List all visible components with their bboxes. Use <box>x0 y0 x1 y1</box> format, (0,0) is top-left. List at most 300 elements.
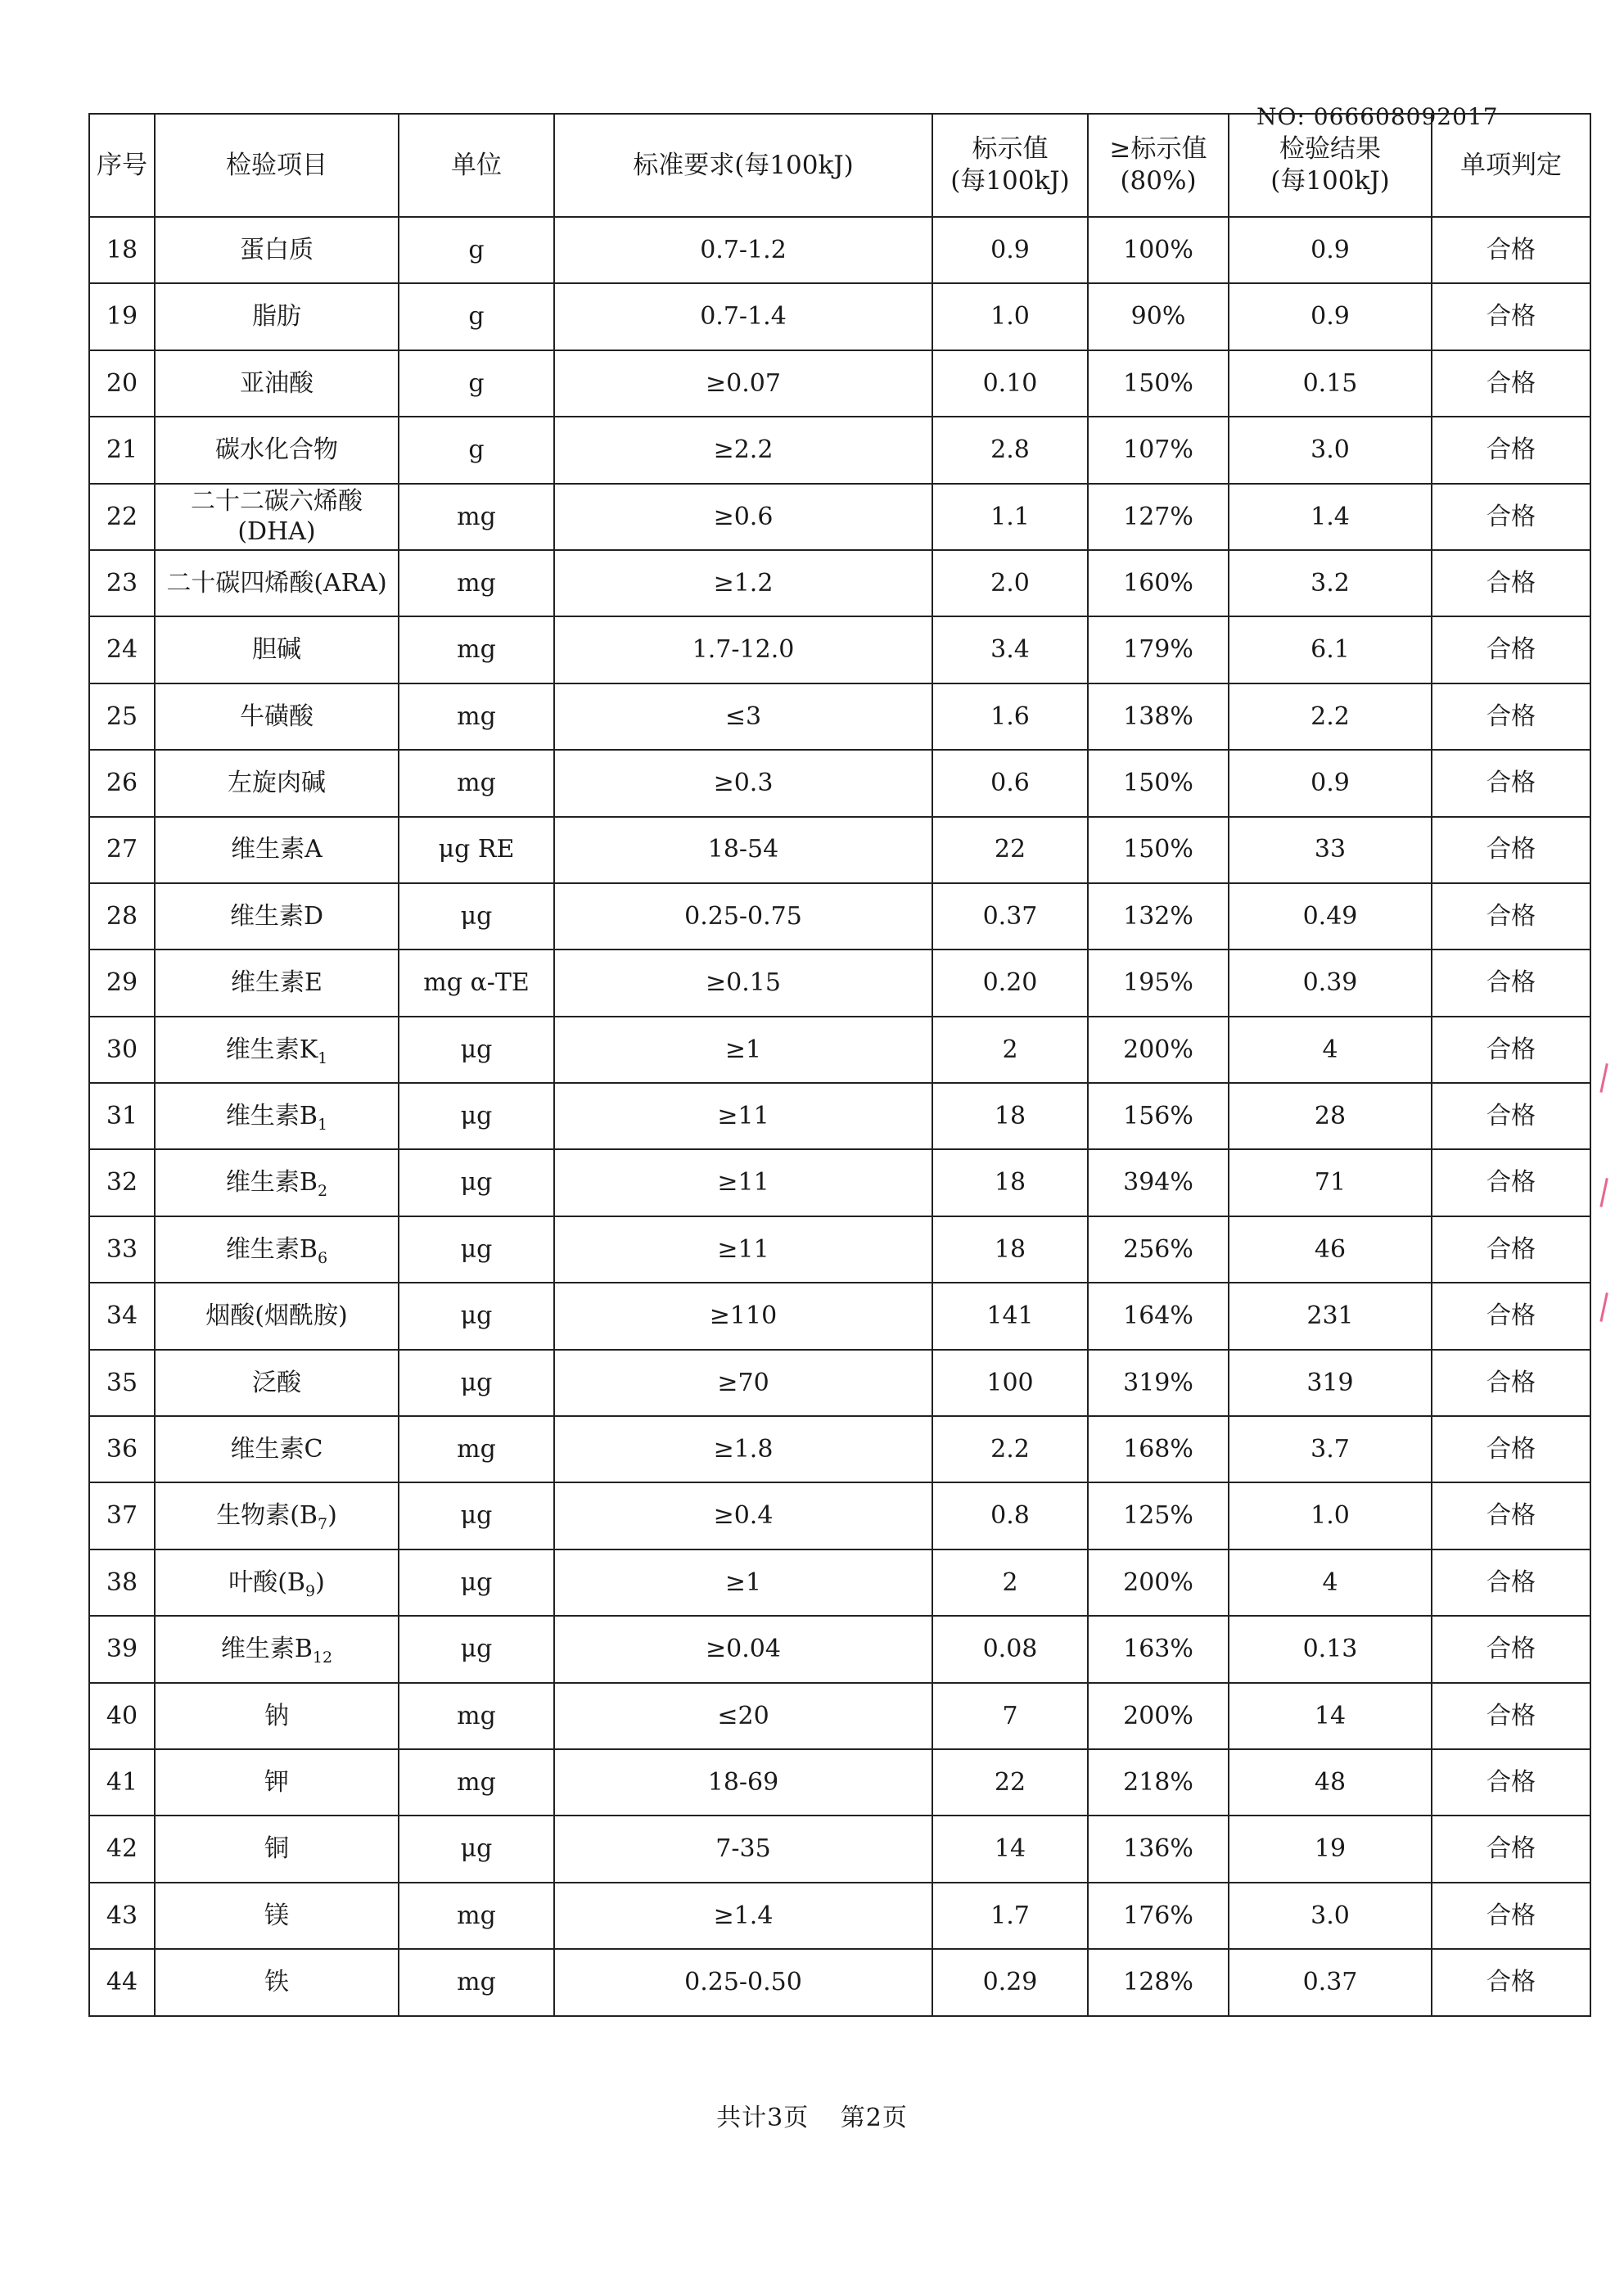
cell-standard: ≥0.6 <box>554 484 932 550</box>
item-subscript: 1 <box>317 1116 328 1134</box>
cell-label-value: 100 <box>932 1350 1088 1416</box>
cell-unit: μg <box>399 1549 554 1616</box>
cell-label-value: 2.2 <box>932 1416 1088 1482</box>
table-row <box>89 1416 1590 1482</box>
cell-unit: mg <box>399 1749 554 1816</box>
table-row <box>89 1482 1590 1549</box>
item-name: 维生素B <box>225 1234 318 1264</box>
cell-verdict: 合格 <box>1432 950 1590 1016</box>
cell-ge-label: 150% <box>1088 350 1229 417</box>
cell-seq: 24 <box>89 616 155 683</box>
cell-ge-label: 138% <box>1088 683 1229 750</box>
cell-result: 0.13 <box>1229 1616 1432 1682</box>
cell-standard: ≥1 <box>554 1549 932 1616</box>
header-result-line1: 检验结果 <box>1279 134 1381 165</box>
cell-result: 4 <box>1229 1017 1432 1083</box>
cell-seq: 18 <box>89 217 155 283</box>
item-name: 叶酸(B <box>228 1568 305 1597</box>
cell-item <box>155 1683 399 1749</box>
page-footer <box>0 2097 1624 2133</box>
cell-label-value: 2 <box>932 1549 1088 1616</box>
cell-result: 0.9 <box>1229 750 1432 816</box>
cell-seq: 41 <box>89 1749 155 1816</box>
table-row <box>89 1749 1590 1816</box>
report-number: NO: 066608092017 <box>1256 103 1499 130</box>
cell-verdict: 合格 <box>1432 350 1590 417</box>
item-name: 碳水化合物 <box>215 435 338 465</box>
cell-item <box>155 750 399 816</box>
cell-verdict: 合格 <box>1432 1549 1590 1616</box>
cell-verdict: 合格 <box>1432 1482 1590 1549</box>
cell-item <box>155 1083 399 1149</box>
margin-pen-mark <box>1599 1292 1616 1324</box>
table-row <box>89 350 1590 417</box>
cell-ge-label: 150% <box>1088 817 1229 883</box>
header-label-value-line2: (每100kJ) <box>950 166 1070 196</box>
item-name: 铜 <box>264 1834 289 1864</box>
cell-result: 33 <box>1229 817 1432 883</box>
item-subscript: 1 <box>318 1049 328 1067</box>
cell-seq: 31 <box>89 1083 155 1149</box>
cell-result: 0.39 <box>1229 950 1432 1016</box>
cell-label-value: 7 <box>932 1683 1088 1749</box>
cell-seq: 38 <box>89 1549 155 1616</box>
table-body <box>89 217 1590 2016</box>
item-subscript: 6 <box>317 1248 328 1267</box>
cell-ge-label: 125% <box>1088 1482 1229 1549</box>
cell-label-value: 2.8 <box>932 417 1088 483</box>
cell-item <box>155 350 399 417</box>
table-row <box>89 1683 1590 1749</box>
cell-ge-label: 128% <box>1088 1949 1229 2015</box>
cell-ge-label: 160% <box>1088 550 1229 616</box>
cell-seq: 19 <box>89 283 155 350</box>
table-row <box>89 550 1590 616</box>
cell-verdict: 合格 <box>1432 550 1590 616</box>
cell-seq: 37 <box>89 1482 155 1549</box>
cell-ge-label: 127% <box>1088 484 1229 550</box>
cell-unit: μg <box>399 1083 554 1149</box>
cell-item <box>155 616 399 683</box>
table-row <box>89 1149 1590 1216</box>
cell-label-value: 141 <box>932 1283 1088 1349</box>
cell-verdict: 合格 <box>1432 1216 1590 1283</box>
cell-label-value: 22 <box>932 1749 1088 1816</box>
table-row <box>89 1883 1590 1949</box>
cell-ge-label: 90% <box>1088 283 1229 350</box>
cell-label-value: 1.1 <box>932 484 1088 550</box>
cell-verdict: 合格 <box>1432 217 1590 283</box>
cell-standard: ≥1.8 <box>554 1416 932 1482</box>
cell-standard: 0.7-1.4 <box>554 283 932 350</box>
cell-standard: ≤3 <box>554 683 932 750</box>
header-result <box>1229 114 1432 217</box>
cell-ge-label: 200% <box>1088 1549 1229 1616</box>
cell-result: 2.2 <box>1229 683 1432 750</box>
table-header-row <box>89 114 1590 217</box>
cell-ge-label: 132% <box>1088 883 1229 950</box>
cell-standard: ≥1 <box>554 1017 932 1083</box>
item-subscript: 12 <box>312 1649 333 1667</box>
cell-result: 3.0 <box>1229 1883 1432 1949</box>
item-subscript: 2 <box>317 1182 328 1201</box>
margin-pen-mark <box>1599 1178 1616 1209</box>
table-row <box>89 1283 1590 1349</box>
cell-seq: 42 <box>89 1816 155 1882</box>
cell-label-value: 1.6 <box>932 683 1088 750</box>
cell-item <box>155 1350 399 1416</box>
cell-item <box>155 550 399 616</box>
cell-seq: 28 <box>89 883 155 950</box>
cell-item <box>155 1482 399 1549</box>
cell-standard: 18-54 <box>554 817 932 883</box>
table-row <box>89 1350 1590 1416</box>
cell-unit: g <box>399 283 554 350</box>
cell-verdict: 合格 <box>1432 1350 1590 1416</box>
cell-unit: μg RE <box>399 817 554 883</box>
cell-label-value: 0.8 <box>932 1482 1088 1549</box>
header-ge-label-line1: ≥标示值 <box>1109 134 1207 165</box>
cell-label-value: 0.6 <box>932 750 1088 816</box>
table-row <box>89 484 1590 550</box>
cell-verdict: 合格 <box>1432 616 1590 683</box>
cell-ge-label: 176% <box>1088 1883 1229 1949</box>
item-name: 胆碱 <box>252 635 301 665</box>
cell-seq: 44 <box>89 1949 155 2015</box>
cell-unit: μg <box>399 1149 554 1216</box>
cell-ge-label: 179% <box>1088 616 1229 683</box>
cell-ge-label: 163% <box>1088 1616 1229 1682</box>
cell-result: 0.9 <box>1229 283 1432 350</box>
cell-unit: μg <box>399 1350 554 1416</box>
item-name: 维生素K <box>225 1035 318 1064</box>
table-row <box>89 1216 1590 1283</box>
cell-standard: ≥110 <box>554 1283 932 1349</box>
cell-verdict: 合格 <box>1432 417 1590 483</box>
total-pages: 共计3页 <box>716 2104 810 2132</box>
item-name-line2: (DHA) <box>237 517 316 547</box>
item-name: 维生素B <box>225 1168 318 1198</box>
margin-pen-mark <box>1599 1063 1616 1094</box>
cell-ge-label: 394% <box>1088 1149 1229 1216</box>
cell-unit: mg α-TE <box>399 950 554 1016</box>
cell-result: 3.0 <box>1229 417 1432 483</box>
cell-item <box>155 1216 399 1283</box>
cell-standard: 0.25-0.50 <box>554 1949 932 2015</box>
cell-standard: ≥0.3 <box>554 750 932 816</box>
cell-ge-label: 200% <box>1088 1017 1229 1083</box>
cell-result: 14 <box>1229 1683 1432 1749</box>
cell-ge-label: 168% <box>1088 1416 1229 1482</box>
cell-item <box>155 1416 399 1482</box>
cell-unit: μg <box>399 883 554 950</box>
cell-ge-label: 319% <box>1088 1350 1229 1416</box>
cell-verdict: 合格 <box>1432 817 1590 883</box>
cell-standard: 1.7-12.0 <box>554 616 932 683</box>
item-name: 蛋白质 <box>240 235 314 264</box>
cell-verdict: 合格 <box>1432 1283 1590 1349</box>
cell-unit: g <box>399 417 554 483</box>
item-name: 维生素D <box>229 901 324 931</box>
cell-ge-label: 256% <box>1088 1216 1229 1283</box>
cell-verdict: 合格 <box>1432 883 1590 950</box>
item-name: 牛磺酸 <box>240 701 314 731</box>
cell-item <box>155 1017 399 1083</box>
cell-label-value: 2 <box>932 1017 1088 1083</box>
cell-seq: 39 <box>89 1616 155 1682</box>
item-name: 钾 <box>264 1767 289 1797</box>
cell-seq: 29 <box>89 950 155 1016</box>
cell-seq: 30 <box>89 1017 155 1083</box>
cell-unit: mg <box>399 750 554 816</box>
cell-standard: 0.7-1.2 <box>554 217 932 283</box>
cell-standard: ≥0.15 <box>554 950 932 1016</box>
cell-label-value: 18 <box>932 1216 1088 1283</box>
cell-unit: mg <box>399 1683 554 1749</box>
cell-standard: ≥70 <box>554 1350 932 1416</box>
cell-standard: ≥11 <box>554 1149 932 1216</box>
cell-verdict: 合格 <box>1432 683 1590 750</box>
cell-unit: mg <box>399 616 554 683</box>
table-row <box>89 1017 1590 1083</box>
cell-label-value: 1.0 <box>932 283 1088 350</box>
item-name-tail: ) <box>327 1501 337 1531</box>
table-row <box>89 217 1590 283</box>
cell-standard: 7-35 <box>554 1816 932 1882</box>
item-name: 烟酸(烟酰胺) <box>205 1301 348 1331</box>
table-row <box>89 1083 1590 1149</box>
cell-result: 6.1 <box>1229 616 1432 683</box>
cell-label-value: 0.08 <box>932 1616 1088 1682</box>
cell-label-value: 3.4 <box>932 616 1088 683</box>
cell-result: 1.4 <box>1229 484 1432 550</box>
cell-result: 4 <box>1229 1549 1432 1616</box>
cell-result: 1.0 <box>1229 1482 1432 1549</box>
item-name: 亚油酸 <box>240 368 314 398</box>
cell-ge-label: 218% <box>1088 1749 1229 1816</box>
item-name: 维生素E <box>231 968 323 998</box>
cell-result: 0.37 <box>1229 1949 1432 2015</box>
current-page: 第2页 <box>840 2104 908 2132</box>
cell-verdict: 合格 <box>1432 484 1590 550</box>
cell-unit: mg <box>399 484 554 550</box>
cell-result: 231 <box>1229 1283 1432 1349</box>
cell-verdict: 合格 <box>1432 1816 1590 1882</box>
cell-item <box>155 950 399 1016</box>
header-label-value <box>932 114 1088 217</box>
inspection-results-table <box>88 113 1591 2017</box>
cell-standard: ≥11 <box>554 1216 932 1283</box>
item-name: 维生素C <box>230 1434 323 1464</box>
cell-unit: μg <box>399 1616 554 1682</box>
cell-unit: g <box>399 217 554 283</box>
cell-ge-label: 164% <box>1088 1283 1229 1349</box>
cell-item <box>155 1549 399 1616</box>
cell-unit: μg <box>399 1482 554 1549</box>
cell-result: 3.7 <box>1229 1416 1432 1482</box>
item-name: 铁 <box>264 1968 289 1997</box>
cell-item <box>155 484 399 550</box>
cell-ge-label: 107% <box>1088 417 1229 483</box>
cell-verdict: 合格 <box>1432 1149 1590 1216</box>
cell-seq: 25 <box>89 683 155 750</box>
cell-item <box>155 417 399 483</box>
cell-standard: ≤20 <box>554 1683 932 1749</box>
cell-item <box>155 1149 399 1216</box>
cell-unit: mg <box>399 1949 554 2015</box>
cell-standard: ≥0.4 <box>554 1482 932 1549</box>
table-row <box>89 683 1590 750</box>
item-name: 二十二碳六烯酸 <box>191 486 363 516</box>
cell-result: 3.2 <box>1229 550 1432 616</box>
cell-verdict: 合格 <box>1432 1616 1590 1682</box>
header-result-line2: (每100kJ) <box>1270 166 1390 196</box>
cell-unit: μg <box>399 1216 554 1283</box>
cell-verdict: 合格 <box>1432 750 1590 816</box>
cell-seq: 35 <box>89 1350 155 1416</box>
cell-seq: 32 <box>89 1149 155 1216</box>
cell-item <box>155 283 399 350</box>
item-name: 钠 <box>264 1701 289 1730</box>
item-name: 脂肪 <box>252 302 301 332</box>
table-row <box>89 1816 1590 1882</box>
cell-ge-label: 200% <box>1088 1683 1229 1749</box>
header-seq: 序号 <box>89 114 155 217</box>
table-row <box>89 417 1590 483</box>
cell-label-value: 22 <box>932 817 1088 883</box>
header-unit: 单位 <box>399 114 554 217</box>
item-name: 二十碳四烯酸(ARA) <box>166 568 387 598</box>
table-row <box>89 817 1590 883</box>
cell-verdict: 合格 <box>1432 1749 1590 1816</box>
item-name: 泛酸 <box>252 1368 301 1397</box>
table-row <box>89 950 1590 1016</box>
item-name-tail: ) <box>315 1568 325 1597</box>
cell-standard: ≥1.2 <box>554 550 932 616</box>
cell-label-value: 0.9 <box>932 217 1088 283</box>
cell-ge-label: 136% <box>1088 1816 1229 1882</box>
cell-unit: μg <box>399 1816 554 1882</box>
cell-item <box>155 1283 399 1349</box>
header-ge-label <box>1088 114 1229 217</box>
header-standard: 标准要求(每100kJ) <box>554 114 932 217</box>
header-label-value-line1: 标示值 <box>972 134 1049 165</box>
cell-standard: ≥11 <box>554 1083 932 1149</box>
cell-unit: g <box>399 350 554 417</box>
cell-result: 48 <box>1229 1749 1432 1816</box>
cell-seq: 21 <box>89 417 155 483</box>
item-subscript: 9 <box>304 1581 316 1600</box>
item-name: 维生素B <box>220 1635 313 1664</box>
cell-standard: ≥0.04 <box>554 1616 932 1682</box>
cell-item <box>155 883 399 950</box>
cell-seq: 33 <box>89 1216 155 1283</box>
cell-result: 319 <box>1229 1350 1432 1416</box>
header-item: 检验项目 <box>155 114 399 217</box>
cell-seq: 26 <box>89 750 155 816</box>
cell-ge-label: 156% <box>1088 1083 1229 1149</box>
cell-seq: 20 <box>89 350 155 417</box>
cell-verdict: 合格 <box>1432 1683 1590 1749</box>
table-row <box>89 750 1590 816</box>
cell-item <box>155 1749 399 1816</box>
cell-standard: ≥2.2 <box>554 417 932 483</box>
item-name: 镁 <box>264 1901 289 1930</box>
cell-verdict: 合格 <box>1432 1416 1590 1482</box>
cell-unit: μg <box>399 1283 554 1349</box>
cell-standard: ≥1.4 <box>554 1883 932 1949</box>
cell-result: 0.15 <box>1229 350 1432 417</box>
item-name: 维生素B <box>225 1102 318 1131</box>
cell-result: 28 <box>1229 1083 1432 1149</box>
table-row <box>89 883 1590 950</box>
cell-verdict: 合格 <box>1432 1017 1590 1083</box>
cell-item <box>155 1616 399 1682</box>
table-row <box>89 283 1590 350</box>
cell-seq: 36 <box>89 1416 155 1482</box>
cell-label-value: 0.10 <box>932 350 1088 417</box>
cell-standard: 18-69 <box>554 1749 932 1816</box>
item-name: 生物素(B <box>216 1501 318 1531</box>
item-name: 左旋肉碱 <box>228 769 326 798</box>
table-row <box>89 1549 1590 1616</box>
cell-unit: mg <box>399 1883 554 1949</box>
cell-seq: 23 <box>89 550 155 616</box>
cell-verdict: 合格 <box>1432 283 1590 350</box>
cell-item <box>155 683 399 750</box>
cell-label-value: 0.37 <box>932 883 1088 950</box>
cell-label-value: 14 <box>932 1816 1088 1882</box>
cell-item <box>155 1816 399 1882</box>
cell-result: 19 <box>1229 1816 1432 1882</box>
cell-seq: 43 <box>89 1883 155 1949</box>
cell-item <box>155 817 399 883</box>
cell-label-value: 18 <box>932 1149 1088 1216</box>
cell-result: 0.49 <box>1229 883 1432 950</box>
cell-unit: mg <box>399 550 554 616</box>
header-ge-label-line2: (80%) <box>1120 166 1197 196</box>
cell-label-value: 18 <box>932 1083 1088 1149</box>
cell-unit: mg <box>399 1416 554 1482</box>
cell-label-value: 0.29 <box>932 1949 1088 2015</box>
cell-ge-label: 150% <box>1088 750 1229 816</box>
cell-unit: μg <box>399 1017 554 1083</box>
cell-verdict: 合格 <box>1432 1949 1590 2015</box>
cell-standard: ≥0.07 <box>554 350 932 417</box>
cell-item <box>155 217 399 283</box>
cell-seq: 34 <box>89 1283 155 1349</box>
table-row <box>89 1949 1590 2015</box>
cell-result: 0.9 <box>1229 217 1432 283</box>
cell-item <box>155 1883 399 1949</box>
cell-verdict: 合格 <box>1432 1883 1590 1949</box>
cell-ge-label: 195% <box>1088 950 1229 1016</box>
item-subscript: 7 <box>317 1515 328 1534</box>
cell-ge-label: 100% <box>1088 217 1229 283</box>
cell-verdict: 合格 <box>1432 1083 1590 1149</box>
cell-seq: 27 <box>89 817 155 883</box>
cell-standard: 0.25-0.75 <box>554 883 932 950</box>
table-row <box>89 1616 1590 1682</box>
table-row <box>89 616 1590 683</box>
cell-item <box>155 1949 399 2015</box>
cell-label-value: 1.7 <box>932 1883 1088 1949</box>
item-name: 维生素A <box>231 835 323 864</box>
cell-label-value: 2.0 <box>932 550 1088 616</box>
cell-unit: mg <box>399 683 554 750</box>
cell-seq: 40 <box>89 1683 155 1749</box>
cell-result: 71 <box>1229 1149 1432 1216</box>
